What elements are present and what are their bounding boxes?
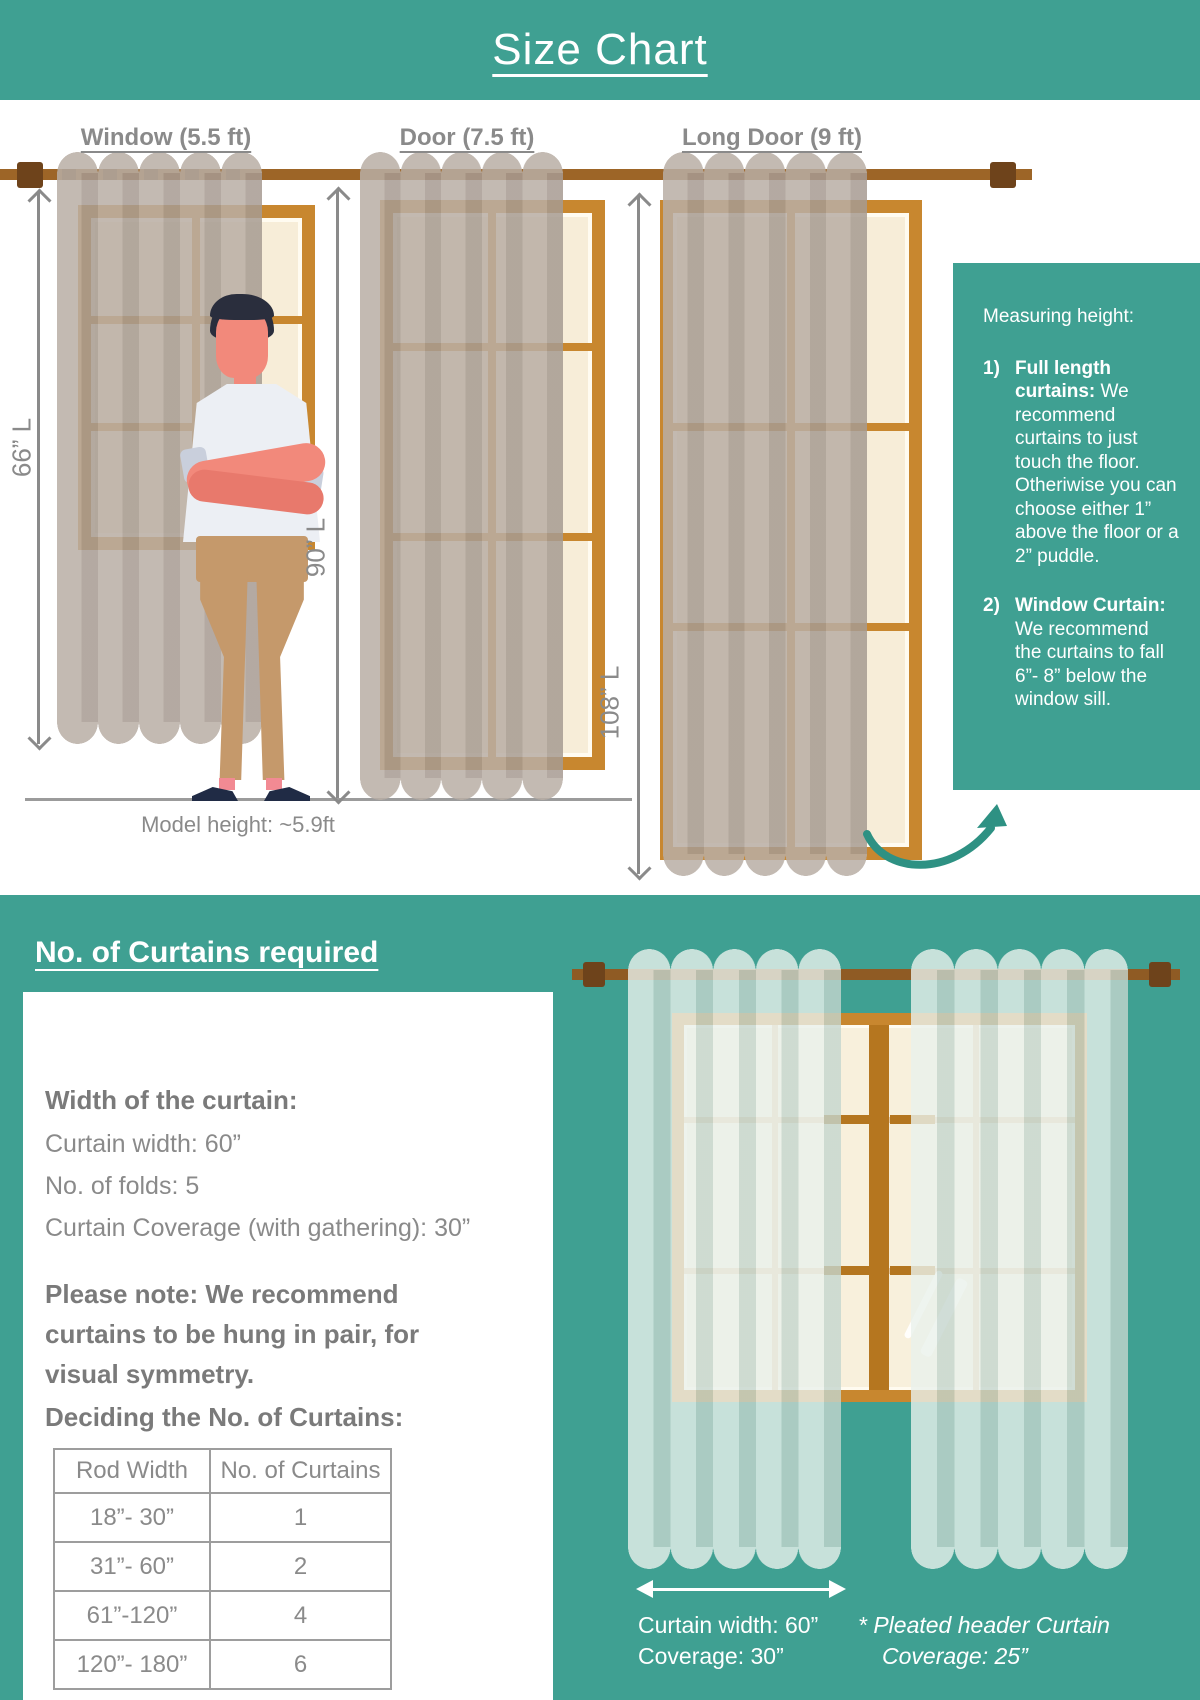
info-item-number: 2)	[983, 595, 1000, 616]
curtain-width-arrow	[636, 1580, 846, 1598]
pair-note: Please note: We recommend curtains to be hung in pair, for visual symmetry.	[45, 1279, 420, 1389]
info-item-text	[1015, 357, 1180, 569]
table-row	[54, 1493, 391, 1542]
count-section-heading: No. of Curtains required	[35, 936, 379, 969]
length-label-108: 108” L	[594, 665, 625, 740]
curtain-scallop-bottom	[360, 778, 563, 800]
table-header-row	[54, 1449, 391, 1493]
curtain-width-label: Curtain width: 60”	[638, 1612, 819, 1638]
model-hair-top	[210, 294, 274, 320]
curtain-scallop-bottom	[628, 1547, 841, 1569]
curtain-count-cell: 1	[210, 1493, 391, 1542]
width-title: Width of the curtain:	[45, 1085, 298, 1115]
curtain-body	[663, 173, 867, 855]
info-item-number: 1)	[983, 357, 1000, 379]
info-item-bold: Full length curtains:	[1015, 357, 1112, 402]
info-item-text	[1015, 594, 1180, 712]
coverage-label: Coverage: 30”	[638, 1643, 784, 1669]
pair-rod-finial-left	[583, 962, 605, 987]
info-item-body: We recommend the curtains to fall 6”- 8” below the window sill.	[1015, 618, 1164, 710]
rod-width-cell: 120”- 180”	[54, 1640, 210, 1689]
curtain-body	[911, 970, 1128, 1548]
curtain-scallop-bottom	[911, 1547, 1128, 1569]
header-band	[0, 0, 1200, 100]
curved-arrow-icon	[855, 802, 1025, 884]
column-label-door: Door (7.5 ft)	[399, 124, 535, 151]
model-sock-left	[219, 778, 235, 790]
column-label-window: Window (5.5 ft)	[80, 124, 252, 151]
column-label-long-door: Long Door (9 ft)	[682, 124, 862, 151]
model-height-label: Model height: ~5.9ft	[141, 812, 335, 837]
table-row	[54, 1640, 391, 1689]
length-arrow-90	[336, 190, 339, 798]
curtain-body	[628, 970, 841, 1548]
info-item-window-curtain	[983, 594, 1180, 712]
curtain-count-cell: 2	[210, 1542, 391, 1591]
pleated-note-line2: Coverage: 25”	[882, 1643, 1028, 1669]
curtain-door	[360, 152, 563, 800]
pair-rod-finial-right	[1149, 962, 1171, 987]
curtain-count-cell: 6	[210, 1640, 391, 1689]
curtain-scallop-bottom	[663, 854, 867, 876]
width-line: Curtain width: 60”	[45, 1130, 241, 1158]
deciding-title: Deciding the No. of Curtains:	[45, 1402, 404, 1432]
curtain-scallop-top	[911, 949, 1128, 971]
rod-width-cell: 61”-120”	[54, 1591, 210, 1640]
page-title: Size Chart	[492, 25, 708, 74]
curtain-scallop-top	[663, 152, 867, 174]
sheer-curtain-left	[628, 949, 841, 1569]
arrow-line	[646, 1588, 836, 1591]
info-item-bold: Window Curtain:	[1015, 595, 1166, 616]
pleated-note-line1: * Pleated header Curtain	[858, 1612, 1110, 1638]
rod-finial-left	[17, 162, 43, 188]
rod-finial-right	[990, 162, 1016, 188]
rod-width-header: Rod Width	[54, 1449, 210, 1493]
curtain-body	[360, 173, 563, 779]
curtain-long-door	[663, 152, 867, 876]
length-label-66: 66” L	[6, 417, 37, 478]
model-sock-right	[266, 778, 282, 790]
width-line: Curtain Coverage (with gathering): 30”	[45, 1214, 471, 1242]
curtain-count-cell: 4	[210, 1591, 391, 1640]
curtains-table	[53, 1448, 392, 1690]
curtain-scallop-top	[628, 949, 841, 971]
table-row	[54, 1591, 391, 1640]
arrowhead-right-icon	[829, 1580, 846, 1598]
curtain-scallop-top	[360, 152, 563, 174]
measuring-info-box	[953, 263, 1200, 790]
rod-width-cell: 31”- 60”	[54, 1542, 210, 1591]
no-of-curtains-header: No. of Curtains	[210, 1449, 391, 1493]
rod-width-cell: 18”- 30”	[54, 1493, 210, 1542]
window-center-mullion	[869, 1025, 889, 1390]
info-box-title: Measuring height:	[983, 306, 1135, 327]
table-row	[54, 1542, 391, 1591]
length-arrow-108	[637, 196, 640, 874]
length-label-90: 90” L	[300, 517, 331, 578]
info-item-body: We recommend curtains to just touch the floor. Otheriwise you can choose either 1” above the floor or a 2” puddle.	[1015, 381, 1179, 567]
curtain-scallop-top	[57, 152, 262, 174]
info-item-full-length	[983, 357, 1180, 569]
width-line: No. of folds: 5	[45, 1172, 200, 1200]
sheer-curtain-right	[911, 949, 1128, 1569]
